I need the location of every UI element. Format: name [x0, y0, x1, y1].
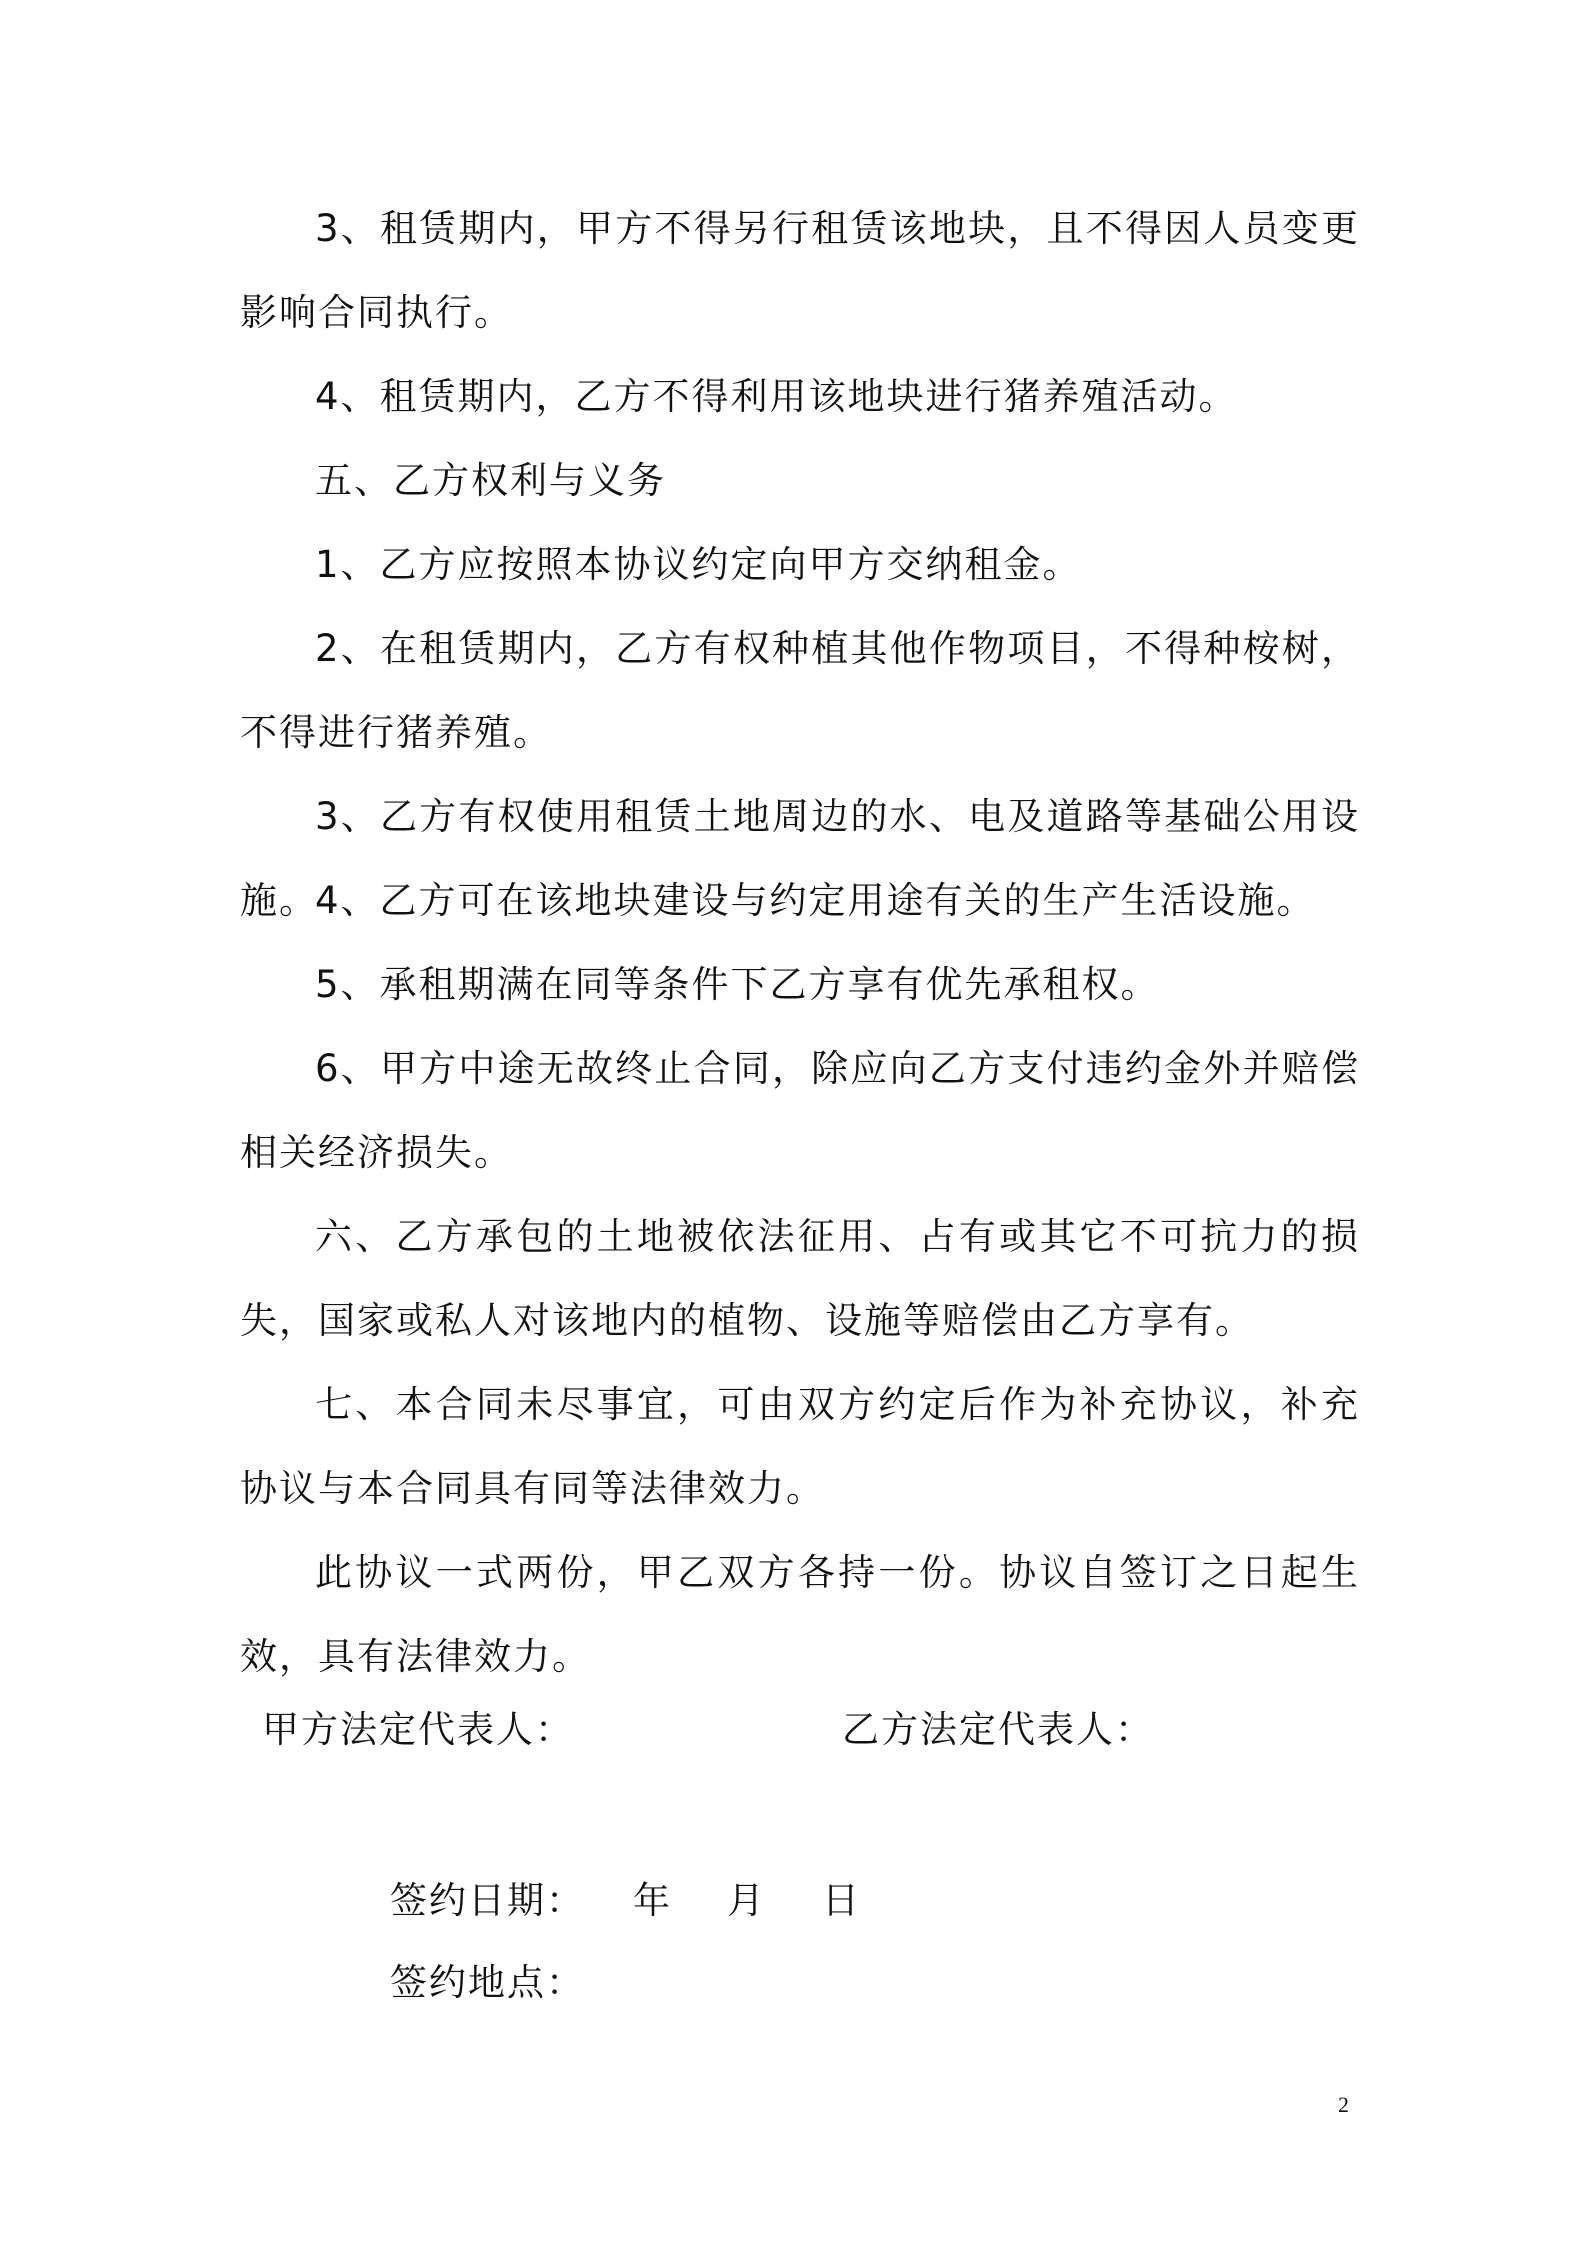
signing-date-label: 签约日期：: [390, 1879, 585, 1922]
signing-month: 月: [727, 1879, 766, 1922]
clause-1-party-b: 1、乙方应按照本协议约定向甲方交纳租金。: [315, 543, 1082, 586]
section-6: 六、乙方承包的土地被依法征用、占有或其它不可抗力的损失，国家或私人对该地内的植物、设施等赔偿由乙方享有。: [240, 1215, 1360, 1342]
signing-day: 日: [822, 1879, 861, 1922]
clause-2-party-b: 2、在租赁期内，乙方有权种植其他作物项目，不得种桉树，不得进行猪养殖。: [240, 627, 1360, 754]
page-number: 2: [1338, 2092, 1349, 2117]
closing-statement: 此协议一式两份，甲乙双方各持一份。协议自签订之日起生效，具有法律效力。: [240, 1551, 1360, 1678]
section-7: 七、本合同未尽事宜，可由双方约定后作为补充协议，补充协议与本合同具有同等法律效力。: [240, 1383, 1360, 1510]
clause-3-party-b: 3、乙方有权使用租赁土地周边的水、电及道路等基础公用设施。: [240, 795, 1360, 922]
clause-6-party-b: 6、甲方中途无故终止合同，除应向乙方支付违约金外并赔偿相关经济损失。: [240, 1047, 1360, 1174]
clause-5-party-b: 5、承租期满在同等条件下乙方享有优先承租权。: [315, 963, 1160, 1006]
clause-3-party-a: 3、租赁期内，甲方不得另行租赁该地块，且不得因人员变更影响合同执行。: [240, 207, 1360, 334]
party-b-representative-label: 乙方法定代表人：: [842, 1708, 1154, 1751]
party-a-representative-label: 甲方法定代表人：: [262, 1708, 574, 1751]
section-5-heading: 五、乙方权利与义务: [315, 459, 666, 502]
clause-4-party-b: 4、乙方可在该地块建设与约定用途有关的生产生活设施。: [315, 879, 1316, 922]
signing-place-label: 签约地点：: [390, 1961, 585, 2004]
signing-year: 年: [633, 1879, 672, 1922]
clause-4-party-a: 4、租赁期内，乙方不得利用该地块进行猪养殖活动。: [315, 375, 1238, 418]
